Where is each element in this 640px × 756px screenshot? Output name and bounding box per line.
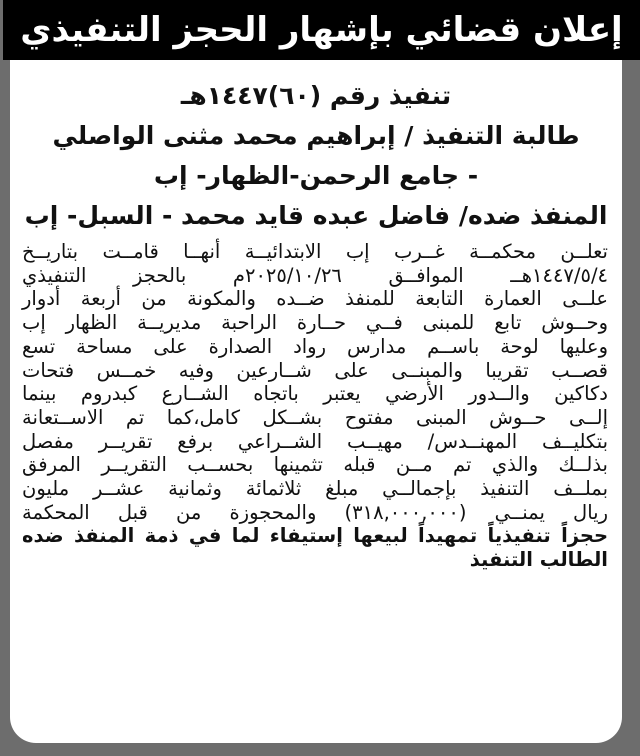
- body-line: إلــى حــوش المبنى مفتوح بشــكل كامل،كما تم الاســتعانة: [22, 405, 608, 429]
- notice-title: إعلان قضائي بإشهار الحجز التنفيذي: [20, 10, 623, 50]
- applicant-address: - جامع الرحمن-الظهار- إب: [153, 161, 479, 190]
- body-line: قصــب تقريبا والمبنــى على شــارعين وفيه خمــس فتحات: [22, 358, 608, 382]
- body-line: علــى العمارة التابعة للمنفذ ضــده والمكونة من أربعة أدوار: [22, 287, 608, 311]
- body-line: وحــوش تابع للمبنى فــي حــارة الراحبة مديريــة الظهار إب: [22, 311, 608, 335]
- respondent-name: المنفذ ضده/ فاضل عبده قايد محمد - السبل- إب: [24, 201, 608, 230]
- body-line: دكاكين والــدور الأرضي يعتبر باتجاه الشــارع كبدروم بينما: [22, 382, 608, 406]
- notice-header-bar: [3, 0, 640, 60]
- notice-body: [20, 240, 612, 524]
- notice-closing: [20, 524, 612, 572]
- body-line: وعليها لوحة باســم مدارس رواد الصدارة على مساحة تسع: [22, 334, 608, 358]
- execution-number: تنفيذ رقم (٦٠)١٤٤٧هـ: [180, 81, 452, 110]
- body-line: تعلــن محكمــة غــرب إب الابتدائيــة أنهــا قامــت بتاريــخ: [22, 240, 608, 263]
- body-line: بملــف التنفيذ بإجمالــي مبلغ ثلاثمائة وثمانية عشــر مليون: [22, 477, 608, 501]
- closing-line: حجزاً تنفيذياً تمهيداً لبيعها إستيفاء لما في ذمة المنفذ ضده: [22, 524, 608, 548]
- body-line: بتكليــف المهنــدس/ مهيــب الشــراعي برفع تقريــر مفصل: [22, 429, 608, 453]
- closing-line: الطالب التنفيذ: [469, 548, 608, 572]
- body-line: بذلــك والذي تم مــن قبله تثمينها بحســب التقريــر المرفق: [22, 453, 608, 477]
- notice-panel: [10, 60, 622, 743]
- notice-heading-block: [20, 76, 612, 236]
- body-line: ١٤٤٧/٥/٤هــ الموافــق ٢٠٢٥/١٠/٢٦م بالحجز التنفيذي: [22, 263, 608, 287]
- body-line: ريال يمنــي (٣١٨,٠٠٠,٠٠٠) والمحجوزة من قبل المحكمة: [22, 500, 608, 524]
- applicant-name: طالبة التنفيذ / إبراهيم محمد مثنى الواصلي: [52, 121, 580, 150]
